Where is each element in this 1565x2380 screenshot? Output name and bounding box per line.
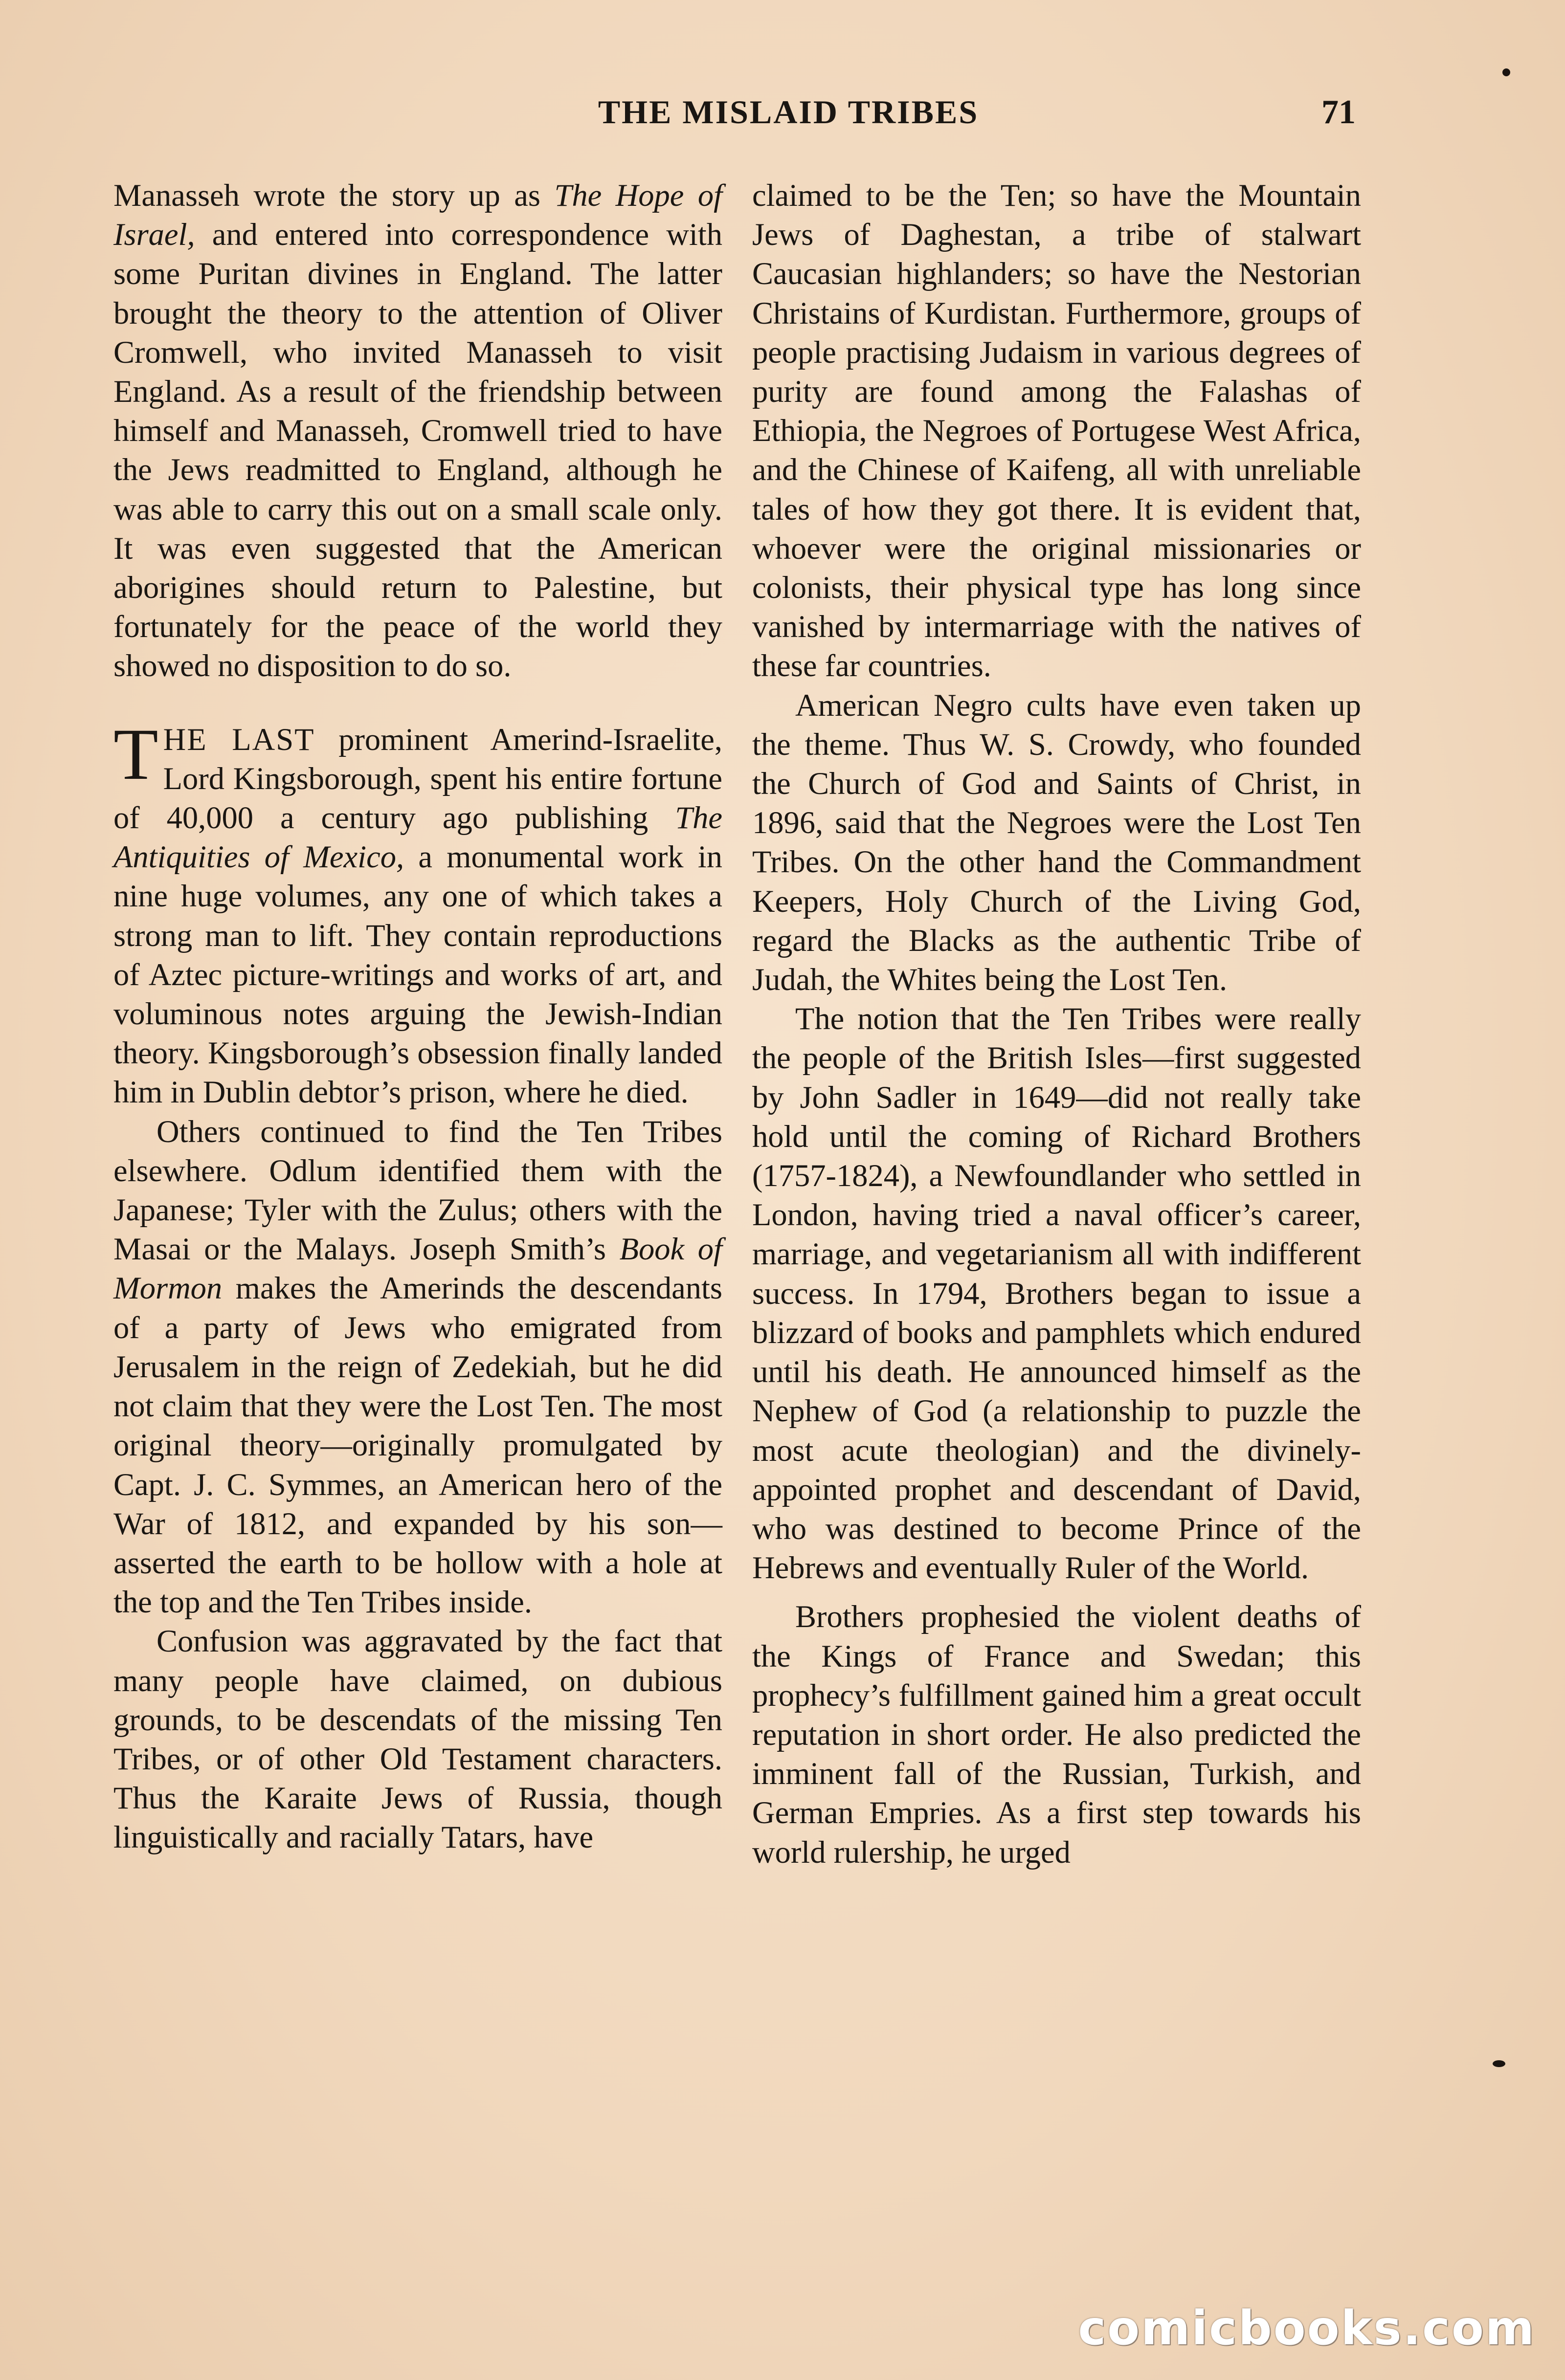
print-speck (1502, 68, 1510, 76)
page-header (113, 93, 1356, 142)
paragraph (113, 1112, 722, 1622)
text-run: makes the Amerinds the descendants of a party of Jews who emigrated from Jerusalem in the reign of Zedekiah, but he did not claim that they were the Lost Ten. The most original theory—originally promulgated by Capt. J. C. Symmes, an American hero of the War of 1812, and expanded by his son—asserted the earth to be hollow with a hole at the top and the Ten Tribes inside. (113, 1271, 722, 1620)
paragraph (113, 176, 722, 686)
paragraph: claimed to be the Ten; so have the Mountain Jews of Daghestan, a tribe of stalwart Caucasian highlanders; so have the Nestorian Christains of Kurdistan. Furthermore, groups of people practising Judaism in various degrees of purity are found among the Falashas of Ethiopia, the Negroes of Portugese West Africa, and the Chinese of Kaifeng, all with unreliable tales of how they got there. It is evident that, whoever were the original missionaries or colonists, their physical type has long since vanished by intermarriage with the natives of these far countries. (752, 178, 1361, 683)
site-watermark: comicbooks.com (1078, 2301, 1536, 2356)
page-number: 71 (1321, 93, 1356, 131)
small-caps-lead: HE LAST (163, 722, 315, 757)
paragraph (113, 713, 722, 1112)
drop-cap: T (113, 713, 158, 795)
paragraph: Confusion was aggravated by the fact that many people have claimed, on dubious grounds, to be descendats of the missing Ten Tribes, or of other Old Testament characters. Thus the Karaite Jews of Russia, though linguistically and racially Tatars, have (113, 1624, 722, 1855)
book-title: Book of Mormon (113, 1232, 722, 1306)
book-title: The Antiquities of Mexico, (113, 800, 722, 875)
text-run: and entered into correspondence with some Puritan divines in England. The latter brought the theory to the attention of Oliver Cromwell, who invited Manasseh to visit England. As a result of the friendship between himself and Manasseh, Cromwell tried to have the Jews readmitted to England, although he was able to carry this out on a small scale only. It was even suggested that the American aborigines should return to Palestine, but fortunately for the peace of the world they showed no disposition to do so. (113, 217, 722, 683)
text-run: prominent Amerind-Israelite, Lord Kingsborough, spent his entire fortune of 40,000 a century ago publishing (113, 722, 722, 836)
paragraph: Brothers prophesied the violent deaths of the Kings of France and Swedan; this prophecy’s fulfillment gained him a great occult reputation in short order. He also predicted the imminent fall of the Russian, Turkish, and German Empries. As a first step towards his world rulership, he urged (752, 1599, 1361, 1870)
book-title: The Hope of Israel, (113, 178, 722, 252)
paragraph: The notion that the Ten Tribes were really the people of the British Isles—first suggested by John Sadler in 1649—did not really take hold until the coming of Richard Brothers (1757-1824), a Newfoundlander who settled in London, having tried a naval officer’s career, marriage, and vegetarianism all with indifferent success. In 1794, Brothers began to issue a blizzard of books and pamphlets which endured until his death. He announced himself as the Nephew of God (a relationship to puzzle the most acute theologian) and the divinely-appointed prophet and descendant of David, who was destined to become Prince of the Hebrews and eventually Ruler of the World. (752, 1001, 1361, 1586)
text-run: a monumental work in nine huge volumes, any one of which takes a strong man to lift. They contain reproductions of Aztec picture-writings and works of art, and voluminous notes arguing the Jewish-Indian theory. Kingsborough’s obsession finally landed him in Dublin debtor’s prison, where he died. (113, 839, 722, 1110)
text-run: Manasseh wrote the story up as (113, 178, 555, 213)
text-run: Others continued to find the Ten Tribes elsewhere. Odlum identified them with the Japanese; Tyler with the Zulus; others with the Masai or the Malays. Joseph Smith’s (113, 1114, 722, 1267)
left-column (113, 176, 722, 1857)
paragraph: American Negro cults have even taken up the theme. Thus W. S. Crowdy, who founded the Church of God and Saints of Christ, in 1896, said that the Negroes were the Lost Ten Tribes. On the other hand the Commandment Keepers, Holy Church of the Living God, regard the Blacks as the authentic Tribe of Judah, the Whites being the Lost Ten. (752, 687, 1361, 997)
right-column (752, 176, 1361, 1872)
running-head: THE MISLAID TRIBES (598, 93, 979, 131)
print-speck (1493, 2060, 1505, 2067)
